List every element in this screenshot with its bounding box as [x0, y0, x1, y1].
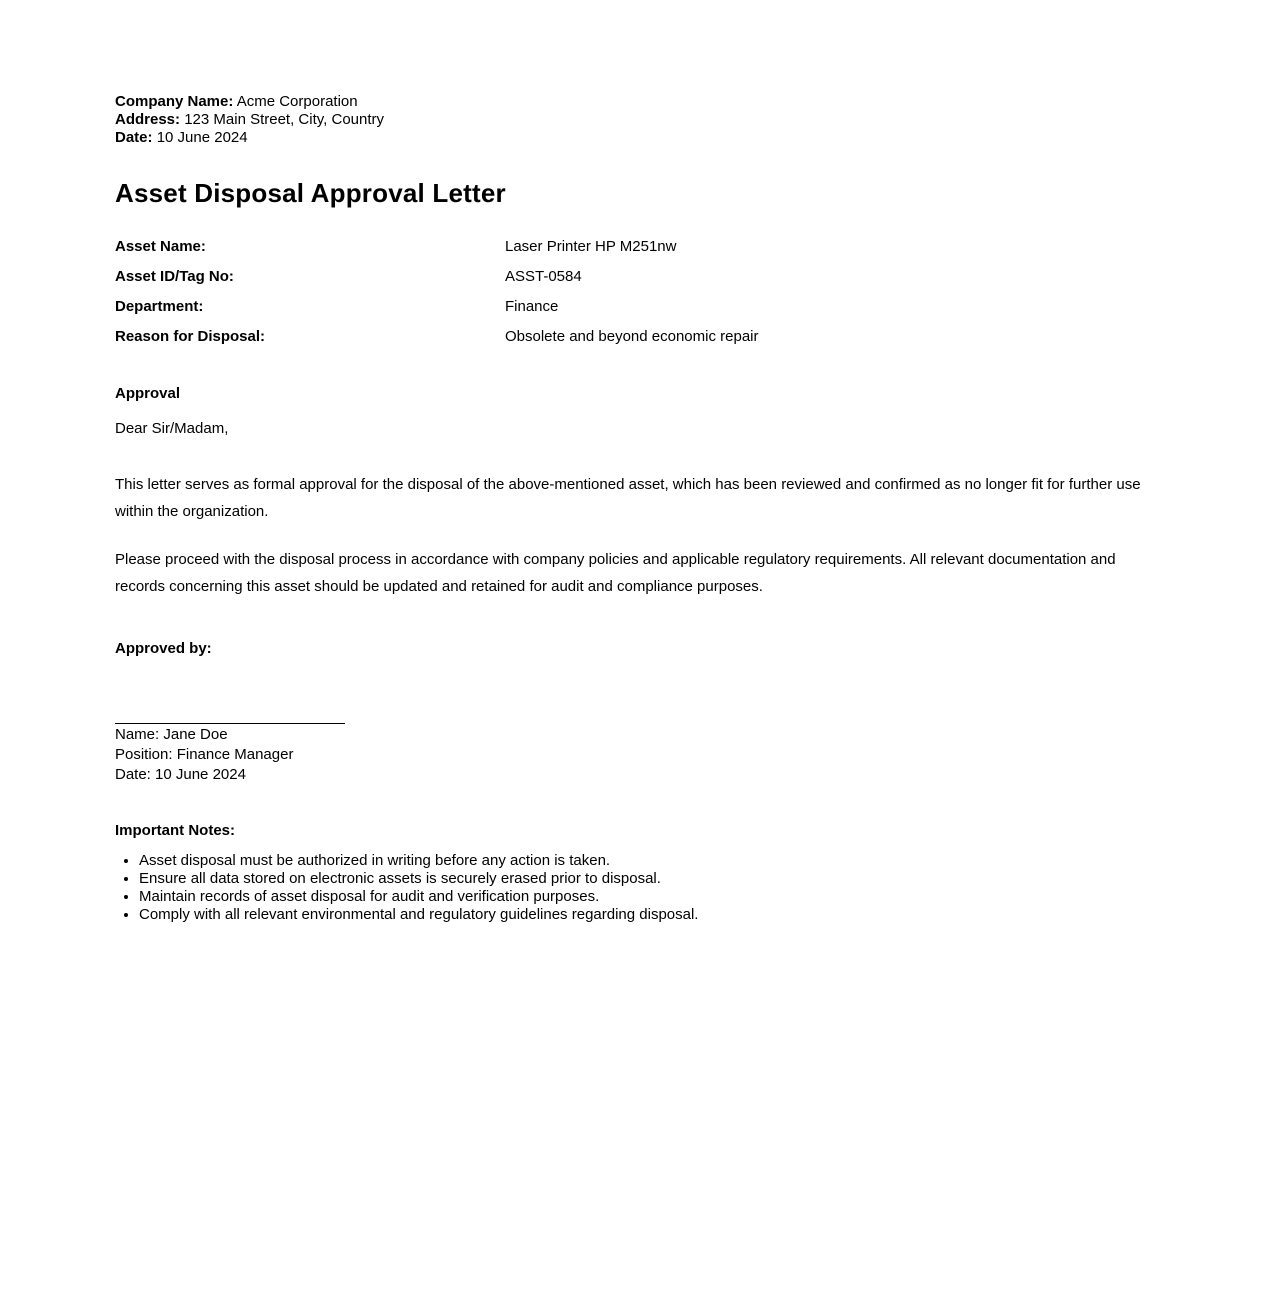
- company-name-label: Company Name:: [115, 93, 234, 110]
- asset-id-value: ASST-0584: [505, 268, 582, 285]
- signature-line: [115, 658, 345, 724]
- date-label: Date:: [115, 129, 153, 146]
- salutation: Dear Sir/Madam,: [115, 420, 229, 437]
- approval-paragraph-2: Please proceed with the disposal process in accordance with company policies and applicable regulatory requirements. All relevant documentation and records concerning this asset should be updated and retained for audit and compliance purposes.: [115, 551, 1116, 595]
- table-row: [115, 322, 1163, 352]
- important-notes-list: [115, 852, 1163, 924]
- company-name-line: [115, 93, 1163, 111]
- asset-id-label: Asset ID/Tag No:: [115, 268, 234, 285]
- approval-paragraph-1: This letter serves as formal approval for the disposal of the above-mentioned asset, which has been reviewed and confirmed as no longer fit for further use within the organization.: [115, 476, 1141, 520]
- list-item: • Comply with all relevant environmental and regulatory guidelines regarding disposal.: [139, 906, 1163, 924]
- disposal-reason-label: Reason for Disposal:: [115, 328, 266, 345]
- address-label: Address:: [115, 111, 181, 128]
- list-item: • Maintain records of asset disposal for audit and verification purposes.: [139, 888, 1163, 906]
- address-value: 123 Main Street, City, Country: [184, 111, 385, 128]
- signer-name-line: Name: Jane Doe: [115, 726, 228, 743]
- signer-date-line: Date: 10 June 2024: [115, 766, 246, 783]
- letter-header: [115, 93, 1163, 147]
- signer-position-line: Position: Finance Manager: [115, 746, 294, 763]
- disposal-reason-value: Obsolete and beyond economic repair: [505, 328, 759, 345]
- address-line: [115, 111, 1163, 129]
- signature-block: [115, 658, 1163, 784]
- asset-name-value: Laser Printer HP M251nw: [505, 238, 677, 255]
- list-item: • Asset disposal must be authorized in writing before any action is taken.: [139, 852, 1163, 870]
- asset-details-table: [115, 232, 1163, 352]
- approved-by-heading: Approved by:: [115, 640, 212, 657]
- approval-heading: Approval: [115, 385, 181, 402]
- department-value: Finance: [505, 298, 559, 315]
- department-label: Department:: [115, 298, 204, 315]
- date-line: [115, 129, 1163, 147]
- list-item: • Ensure all data stored on electronic assets is securely erased prior to disposal.: [139, 870, 1163, 888]
- important-notes-heading: Important Notes:: [115, 822, 235, 839]
- table-row: [115, 262, 1163, 292]
- page-title: Asset Disposal Approval Letter: [115, 178, 506, 208]
- asset-name-label: Asset Name:: [115, 238, 206, 255]
- table-row: [115, 292, 1163, 322]
- company-name-value: Acme Corporation: [236, 93, 358, 110]
- table-row: [115, 232, 1163, 262]
- date-value: 10 June 2024: [156, 129, 248, 146]
